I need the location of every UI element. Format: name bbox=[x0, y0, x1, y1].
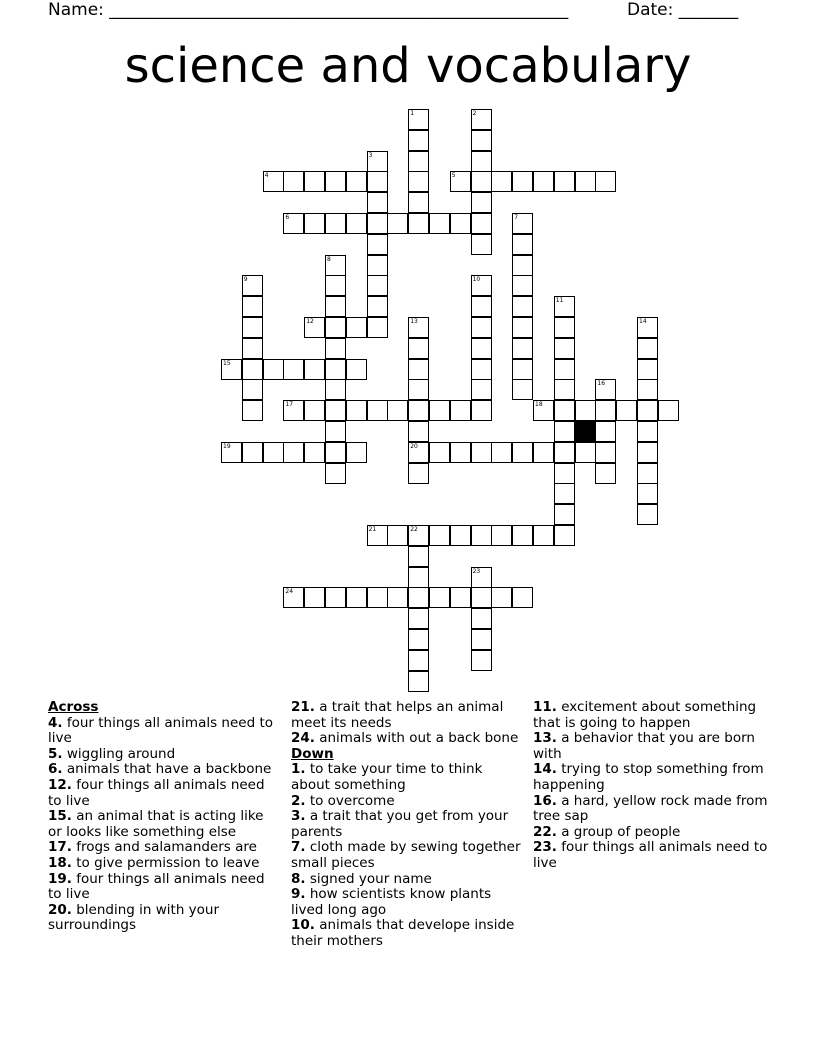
grid-cell[interactable] bbox=[304, 400, 325, 421]
grid-cell[interactable] bbox=[387, 587, 408, 608]
grid-cell[interactable] bbox=[637, 504, 658, 525]
down-clue-7 bbox=[291, 840, 523, 871]
grid-cell[interactable] bbox=[471, 650, 492, 671]
grid-cell[interactable] bbox=[471, 400, 492, 421]
grid-cell[interactable] bbox=[471, 629, 492, 650]
grid-cell[interactable] bbox=[554, 317, 575, 338]
grid-cell[interactable] bbox=[595, 421, 616, 442]
grid-cell[interactable] bbox=[263, 442, 284, 463]
clue-text: a trait that helps an animal meet its needs bbox=[291, 699, 504, 731]
clue-number: 8 bbox=[327, 255, 331, 263]
clue-number-label: 22. bbox=[533, 823, 557, 840]
grid-cell[interactable] bbox=[367, 234, 388, 255]
grid-cell[interactable] bbox=[283, 171, 304, 192]
grid-cell[interactable] bbox=[325, 171, 346, 192]
down-clue-13 bbox=[533, 731, 769, 762]
grid-cell[interactable] bbox=[346, 359, 367, 380]
grid-cell[interactable] bbox=[471, 171, 492, 192]
clue-text: animals that have a backbone bbox=[66, 761, 272, 778]
clue-text: how scientists know plants lived long ago bbox=[291, 886, 492, 918]
grid-cell[interactable] bbox=[346, 171, 367, 192]
clue-number: 12 bbox=[306, 318, 314, 325]
grid-cell[interactable] bbox=[346, 317, 367, 338]
grid-cell[interactable] bbox=[325, 463, 346, 484]
clue-column-1 bbox=[48, 700, 280, 934]
grid-cell[interactable] bbox=[408, 546, 429, 567]
grid-cell[interactable] bbox=[387, 400, 408, 421]
grid-cell[interactable] bbox=[408, 379, 429, 400]
grid-cell[interactable] bbox=[367, 192, 388, 213]
grid-cell[interactable] bbox=[325, 379, 346, 400]
clue-text: to give permission to leave bbox=[76, 854, 260, 871]
clue-text: an animal that is acting like or looks like something else bbox=[48, 808, 264, 840]
clue-number: 14 bbox=[639, 318, 647, 325]
grid-cell[interactable] bbox=[387, 525, 408, 546]
grid-cell[interactable] bbox=[325, 587, 346, 608]
clue-text: cloth made by sewing together small pieces bbox=[291, 839, 521, 871]
grid-cell[interactable] bbox=[367, 275, 388, 296]
grid-cell[interactable] bbox=[325, 421, 346, 442]
down-clue-14 bbox=[533, 762, 769, 793]
grid-cell[interactable] bbox=[471, 234, 492, 255]
grid-cell[interactable] bbox=[512, 525, 533, 546]
clue-text: wiggling around bbox=[66, 745, 176, 762]
grid-cell[interactable] bbox=[637, 379, 658, 400]
down-clue-10 bbox=[291, 918, 523, 949]
grid-cell[interactable] bbox=[429, 400, 450, 421]
grid-cell[interactable] bbox=[242, 442, 263, 463]
clue-number-label: 10. bbox=[291, 917, 315, 934]
grid-cell[interactable] bbox=[242, 379, 263, 400]
clue-text: four things all animals need to live bbox=[48, 870, 265, 903]
clue-text: animals with out a back bone bbox=[319, 730, 519, 747]
clue-number-label: 6. bbox=[48, 761, 63, 778]
clue-number-label: 2. bbox=[291, 792, 306, 809]
grid-cell[interactable] bbox=[595, 442, 616, 463]
grid-cell[interactable] bbox=[242, 400, 263, 421]
clue-text: blending in with your surroundings bbox=[48, 901, 220, 934]
clue-text: four things all animals need to live bbox=[48, 776, 265, 809]
grid-cell[interactable] bbox=[637, 483, 658, 504]
grid-cell[interactable] bbox=[512, 275, 533, 296]
grid-cell[interactable] bbox=[471, 192, 492, 213]
grid-cell[interactable] bbox=[408, 629, 429, 650]
down-clue-11 bbox=[533, 700, 769, 731]
grid-cell[interactable] bbox=[408, 463, 429, 484]
grid-cell[interactable] bbox=[325, 338, 346, 359]
clue-number: 9 bbox=[243, 276, 248, 284]
grid-cell[interactable] bbox=[346, 400, 367, 421]
clue-text: to overcome bbox=[309, 792, 395, 809]
grid-cell[interactable] bbox=[471, 359, 492, 380]
grid-cell[interactable] bbox=[408, 400, 429, 421]
across-clue-21 bbox=[291, 700, 523, 731]
grid-cell[interactable] bbox=[304, 587, 325, 608]
grid-cell[interactable] bbox=[242, 317, 263, 338]
clue-number: 4 bbox=[264, 172, 269, 180]
clue-number-label: 11. bbox=[533, 699, 557, 715]
grid-cell[interactable] bbox=[429, 442, 450, 463]
grid-cell[interactable] bbox=[512, 359, 533, 380]
clue-text: a hard, yellow rock made from tree sap bbox=[533, 792, 768, 825]
clue-text: four things all animals need to live bbox=[48, 714, 274, 747]
clue-number: 15 bbox=[223, 359, 231, 367]
grid-cell[interactable] bbox=[554, 379, 575, 400]
down-clue-8 bbox=[291, 872, 523, 888]
grid-cell[interactable] bbox=[512, 379, 533, 400]
grid-cell[interactable] bbox=[471, 338, 492, 359]
clue-number-label: 24. bbox=[291, 730, 315, 747]
grid-cell[interactable] bbox=[367, 213, 388, 234]
grid-cell[interactable] bbox=[554, 483, 575, 504]
grid-cell[interactable] bbox=[408, 671, 429, 692]
clue-number: 7 bbox=[514, 214, 519, 221]
across-clue-18 bbox=[48, 856, 280, 872]
grid-cell[interactable] bbox=[554, 421, 575, 442]
grid-cell[interactable] bbox=[242, 359, 263, 380]
clue-number-label: 9. bbox=[291, 886, 306, 903]
clue-number: 21 bbox=[368, 526, 377, 533]
clue-number-label: 1. bbox=[291, 761, 306, 778]
grid-cell[interactable] bbox=[533, 525, 554, 546]
grid-cell[interactable] bbox=[283, 442, 304, 463]
clue-number: 10 bbox=[472, 276, 481, 284]
down-clue-2 bbox=[291, 794, 523, 810]
grid-cell[interactable] bbox=[554, 171, 575, 192]
grid-block-cell bbox=[575, 421, 596, 442]
grid-cell[interactable] bbox=[304, 359, 325, 380]
grid-cell[interactable] bbox=[408, 213, 429, 234]
grid-cell[interactable] bbox=[471, 442, 492, 463]
clue-number: 2 bbox=[472, 110, 477, 117]
clue-number-label: 13. bbox=[533, 730, 557, 747]
grid-cell[interactable] bbox=[575, 400, 596, 421]
grid-cell[interactable] bbox=[367, 171, 388, 192]
grid-cell[interactable] bbox=[367, 255, 388, 276]
grid-cell[interactable] bbox=[408, 192, 429, 213]
grid-cell[interactable] bbox=[325, 317, 346, 338]
down-clue-3 bbox=[291, 809, 523, 840]
grid-cell[interactable] bbox=[325, 442, 346, 463]
clue-text: excitement about something that is going to happen bbox=[533, 699, 757, 731]
clue-number-label: 7. bbox=[291, 839, 306, 856]
grid-cell[interactable] bbox=[512, 234, 533, 255]
clue-text: to take your time to think about something bbox=[291, 761, 483, 793]
clue-number: 3 bbox=[368, 151, 373, 159]
grid-cell[interactable] bbox=[575, 171, 596, 192]
grid-cell[interactable] bbox=[471, 151, 492, 172]
grid-cell[interactable] bbox=[408, 587, 429, 608]
clue-number-label: 8. bbox=[291, 870, 306, 887]
grid-cell[interactable] bbox=[429, 587, 450, 608]
clue-number-label: 12. bbox=[48, 776, 72, 793]
grid-cell[interactable] bbox=[408, 650, 429, 671]
down-clue-23 bbox=[533, 840, 769, 871]
grid-cell[interactable] bbox=[554, 442, 575, 463]
clue-number: 13 bbox=[410, 318, 418, 325]
clue-number: 1 bbox=[410, 110, 415, 117]
grid-cell[interactable] bbox=[325, 400, 346, 421]
clue-number-label: 3. bbox=[291, 808, 306, 825]
grid-cell[interactable] bbox=[304, 213, 325, 234]
grid-cell[interactable] bbox=[512, 587, 533, 608]
date-field: Date: _______ bbox=[627, 0, 739, 20]
grid-cell[interactable] bbox=[658, 400, 679, 421]
grid-cell[interactable] bbox=[450, 213, 471, 234]
grid-cell[interactable] bbox=[491, 525, 512, 546]
down-clue-22 bbox=[533, 825, 769, 841]
grid-cell[interactable] bbox=[346, 442, 367, 463]
clue-text: frogs and salamanders are bbox=[76, 839, 257, 856]
grid-cell[interactable] bbox=[429, 525, 450, 546]
down-clue-9 bbox=[291, 887, 523, 918]
clue-number-label: 23. bbox=[533, 839, 557, 856]
clue-text: trying to stop something from happening bbox=[533, 761, 764, 793]
across-clue-20 bbox=[48, 903, 280, 934]
grid-cell[interactable] bbox=[512, 296, 533, 317]
grid-cell[interactable] bbox=[471, 379, 492, 400]
clue-text: signed your name bbox=[309, 870, 432, 887]
grid-cell[interactable] bbox=[283, 359, 304, 380]
grid-cell[interactable] bbox=[595, 171, 616, 192]
clue-number: 23 bbox=[472, 567, 481, 575]
clue-text: animals that develope inside their mothers bbox=[291, 917, 515, 949]
clue-number: 24 bbox=[285, 588, 294, 596]
grid-cell[interactable] bbox=[554, 359, 575, 380]
grid-cell[interactable] bbox=[512, 317, 533, 338]
across-clue-6 bbox=[48, 762, 280, 778]
across-clue-5 bbox=[48, 747, 280, 763]
grid-cell[interactable] bbox=[325, 275, 346, 296]
clue-number: 11 bbox=[555, 297, 564, 305]
grid-cell[interactable] bbox=[595, 400, 616, 421]
grid-cell[interactable] bbox=[471, 587, 492, 608]
clue-number-label: 16. bbox=[533, 792, 557, 809]
grid-cell[interactable] bbox=[408, 567, 429, 588]
grid-cell[interactable] bbox=[387, 213, 408, 234]
down-clue-1 bbox=[291, 762, 523, 793]
grid-cell[interactable] bbox=[554, 525, 575, 546]
grid-cell[interactable] bbox=[325, 296, 346, 317]
clue-number: 16 bbox=[597, 380, 606, 388]
grid-cell[interactable] bbox=[637, 400, 658, 421]
clue-number: 22 bbox=[410, 526, 418, 533]
across-clue-15 bbox=[48, 809, 280, 840]
across-clue-24 bbox=[291, 731, 523, 747]
grid-cell[interactable] bbox=[637, 442, 658, 463]
grid-cell[interactable] bbox=[554, 504, 575, 525]
grid-cell[interactable] bbox=[429, 213, 450, 234]
grid-cell[interactable] bbox=[304, 442, 325, 463]
grid-cell[interactable] bbox=[637, 421, 658, 442]
grid-cell[interactable] bbox=[450, 400, 471, 421]
clue-text: four things all animals need to live bbox=[533, 839, 768, 871]
grid-cell[interactable] bbox=[367, 296, 388, 317]
grid-cell[interactable] bbox=[575, 442, 596, 463]
page-title: science and vocabulary bbox=[124, 38, 692, 94]
grid-cell[interactable] bbox=[637, 463, 658, 484]
clue-text: a trait that you get from your parents bbox=[291, 808, 509, 840]
down-heading: Down bbox=[291, 745, 334, 762]
grid-cell[interactable] bbox=[471, 317, 492, 338]
clue-number: 20 bbox=[410, 442, 418, 450]
clue-number: 5 bbox=[451, 172, 456, 180]
name-field: Name: ______________________________________________________ bbox=[48, 0, 569, 20]
grid-cell[interactable] bbox=[637, 338, 658, 359]
grid-cell[interactable] bbox=[637, 359, 658, 380]
across-heading: Across bbox=[48, 699, 99, 715]
clue-number-label: 18. bbox=[48, 854, 72, 871]
grid-cell[interactable] bbox=[367, 317, 388, 338]
clue-column-2 bbox=[291, 700, 523, 950]
clue-number-label: 17. bbox=[48, 839, 72, 856]
grid-cell[interactable] bbox=[512, 171, 533, 192]
clue-text: a group of people bbox=[561, 823, 681, 840]
grid-cell[interactable] bbox=[408, 359, 429, 380]
grid-cell[interactable] bbox=[616, 400, 637, 421]
grid-cell[interactable] bbox=[408, 130, 429, 151]
clue-number-label: 20. bbox=[48, 901, 72, 918]
grid-cell[interactable] bbox=[325, 359, 346, 380]
grid-cell[interactable] bbox=[408, 171, 429, 192]
grid-cell[interactable] bbox=[346, 587, 367, 608]
clue-number: 17 bbox=[285, 401, 294, 409]
clue-number: 6 bbox=[285, 214, 290, 221]
clue-text: a behavior that you are born with bbox=[533, 730, 755, 762]
across-clue-12 bbox=[48, 778, 280, 809]
grid-cell[interactable] bbox=[408, 338, 429, 359]
clue-number-label: 5. bbox=[48, 745, 63, 762]
grid-cell[interactable] bbox=[325, 213, 346, 234]
grid-cell[interactable] bbox=[450, 587, 471, 608]
grid-cell[interactable] bbox=[471, 608, 492, 629]
grid-cell[interactable] bbox=[533, 171, 554, 192]
grid-cell[interactable] bbox=[471, 130, 492, 151]
grid-cell[interactable] bbox=[450, 442, 471, 463]
grid-cell[interactable] bbox=[450, 525, 471, 546]
grid-cell[interactable] bbox=[408, 151, 429, 172]
grid-cell[interactable] bbox=[533, 442, 554, 463]
clue-number-label: 19. bbox=[48, 870, 72, 887]
grid-cell[interactable] bbox=[408, 421, 429, 442]
grid-cell[interactable] bbox=[367, 400, 388, 421]
grid-cell[interactable] bbox=[242, 296, 263, 317]
grid-cell[interactable] bbox=[263, 359, 284, 380]
clue-number: 18 bbox=[535, 401, 543, 409]
grid-cell[interactable] bbox=[304, 171, 325, 192]
grid-cell[interactable] bbox=[471, 525, 492, 546]
grid-cell[interactable] bbox=[595, 463, 616, 484]
down-clue-16 bbox=[533, 794, 769, 825]
across-clue-17 bbox=[48, 840, 280, 856]
grid-cell[interactable] bbox=[512, 255, 533, 276]
grid-cell[interactable] bbox=[512, 338, 533, 359]
grid-cell[interactable] bbox=[408, 608, 429, 629]
clue-number-label: 15. bbox=[48, 808, 72, 825]
grid-cell[interactable] bbox=[554, 463, 575, 484]
clue-number-label: 14. bbox=[533, 761, 557, 778]
clue-number-label: 4. bbox=[48, 714, 63, 731]
clue-number: 19 bbox=[223, 442, 231, 450]
across-clue-19 bbox=[48, 872, 280, 903]
grid-cell[interactable] bbox=[512, 442, 533, 463]
grid-cell[interactable] bbox=[491, 442, 512, 463]
grid-cell[interactable] bbox=[554, 400, 575, 421]
grid-cell[interactable] bbox=[554, 338, 575, 359]
grid-cell[interactable] bbox=[367, 587, 388, 608]
grid-cell[interactable] bbox=[471, 213, 492, 234]
grid-cell[interactable] bbox=[346, 213, 367, 234]
clue-number-label: 21. bbox=[291, 699, 315, 715]
grid-cell[interactable] bbox=[242, 338, 263, 359]
clue-column-3 bbox=[533, 700, 769, 872]
across-clue-4 bbox=[48, 716, 280, 747]
grid-cell[interactable] bbox=[491, 587, 512, 608]
grid-cell[interactable] bbox=[491, 171, 512, 192]
grid-cell[interactable] bbox=[471, 296, 492, 317]
